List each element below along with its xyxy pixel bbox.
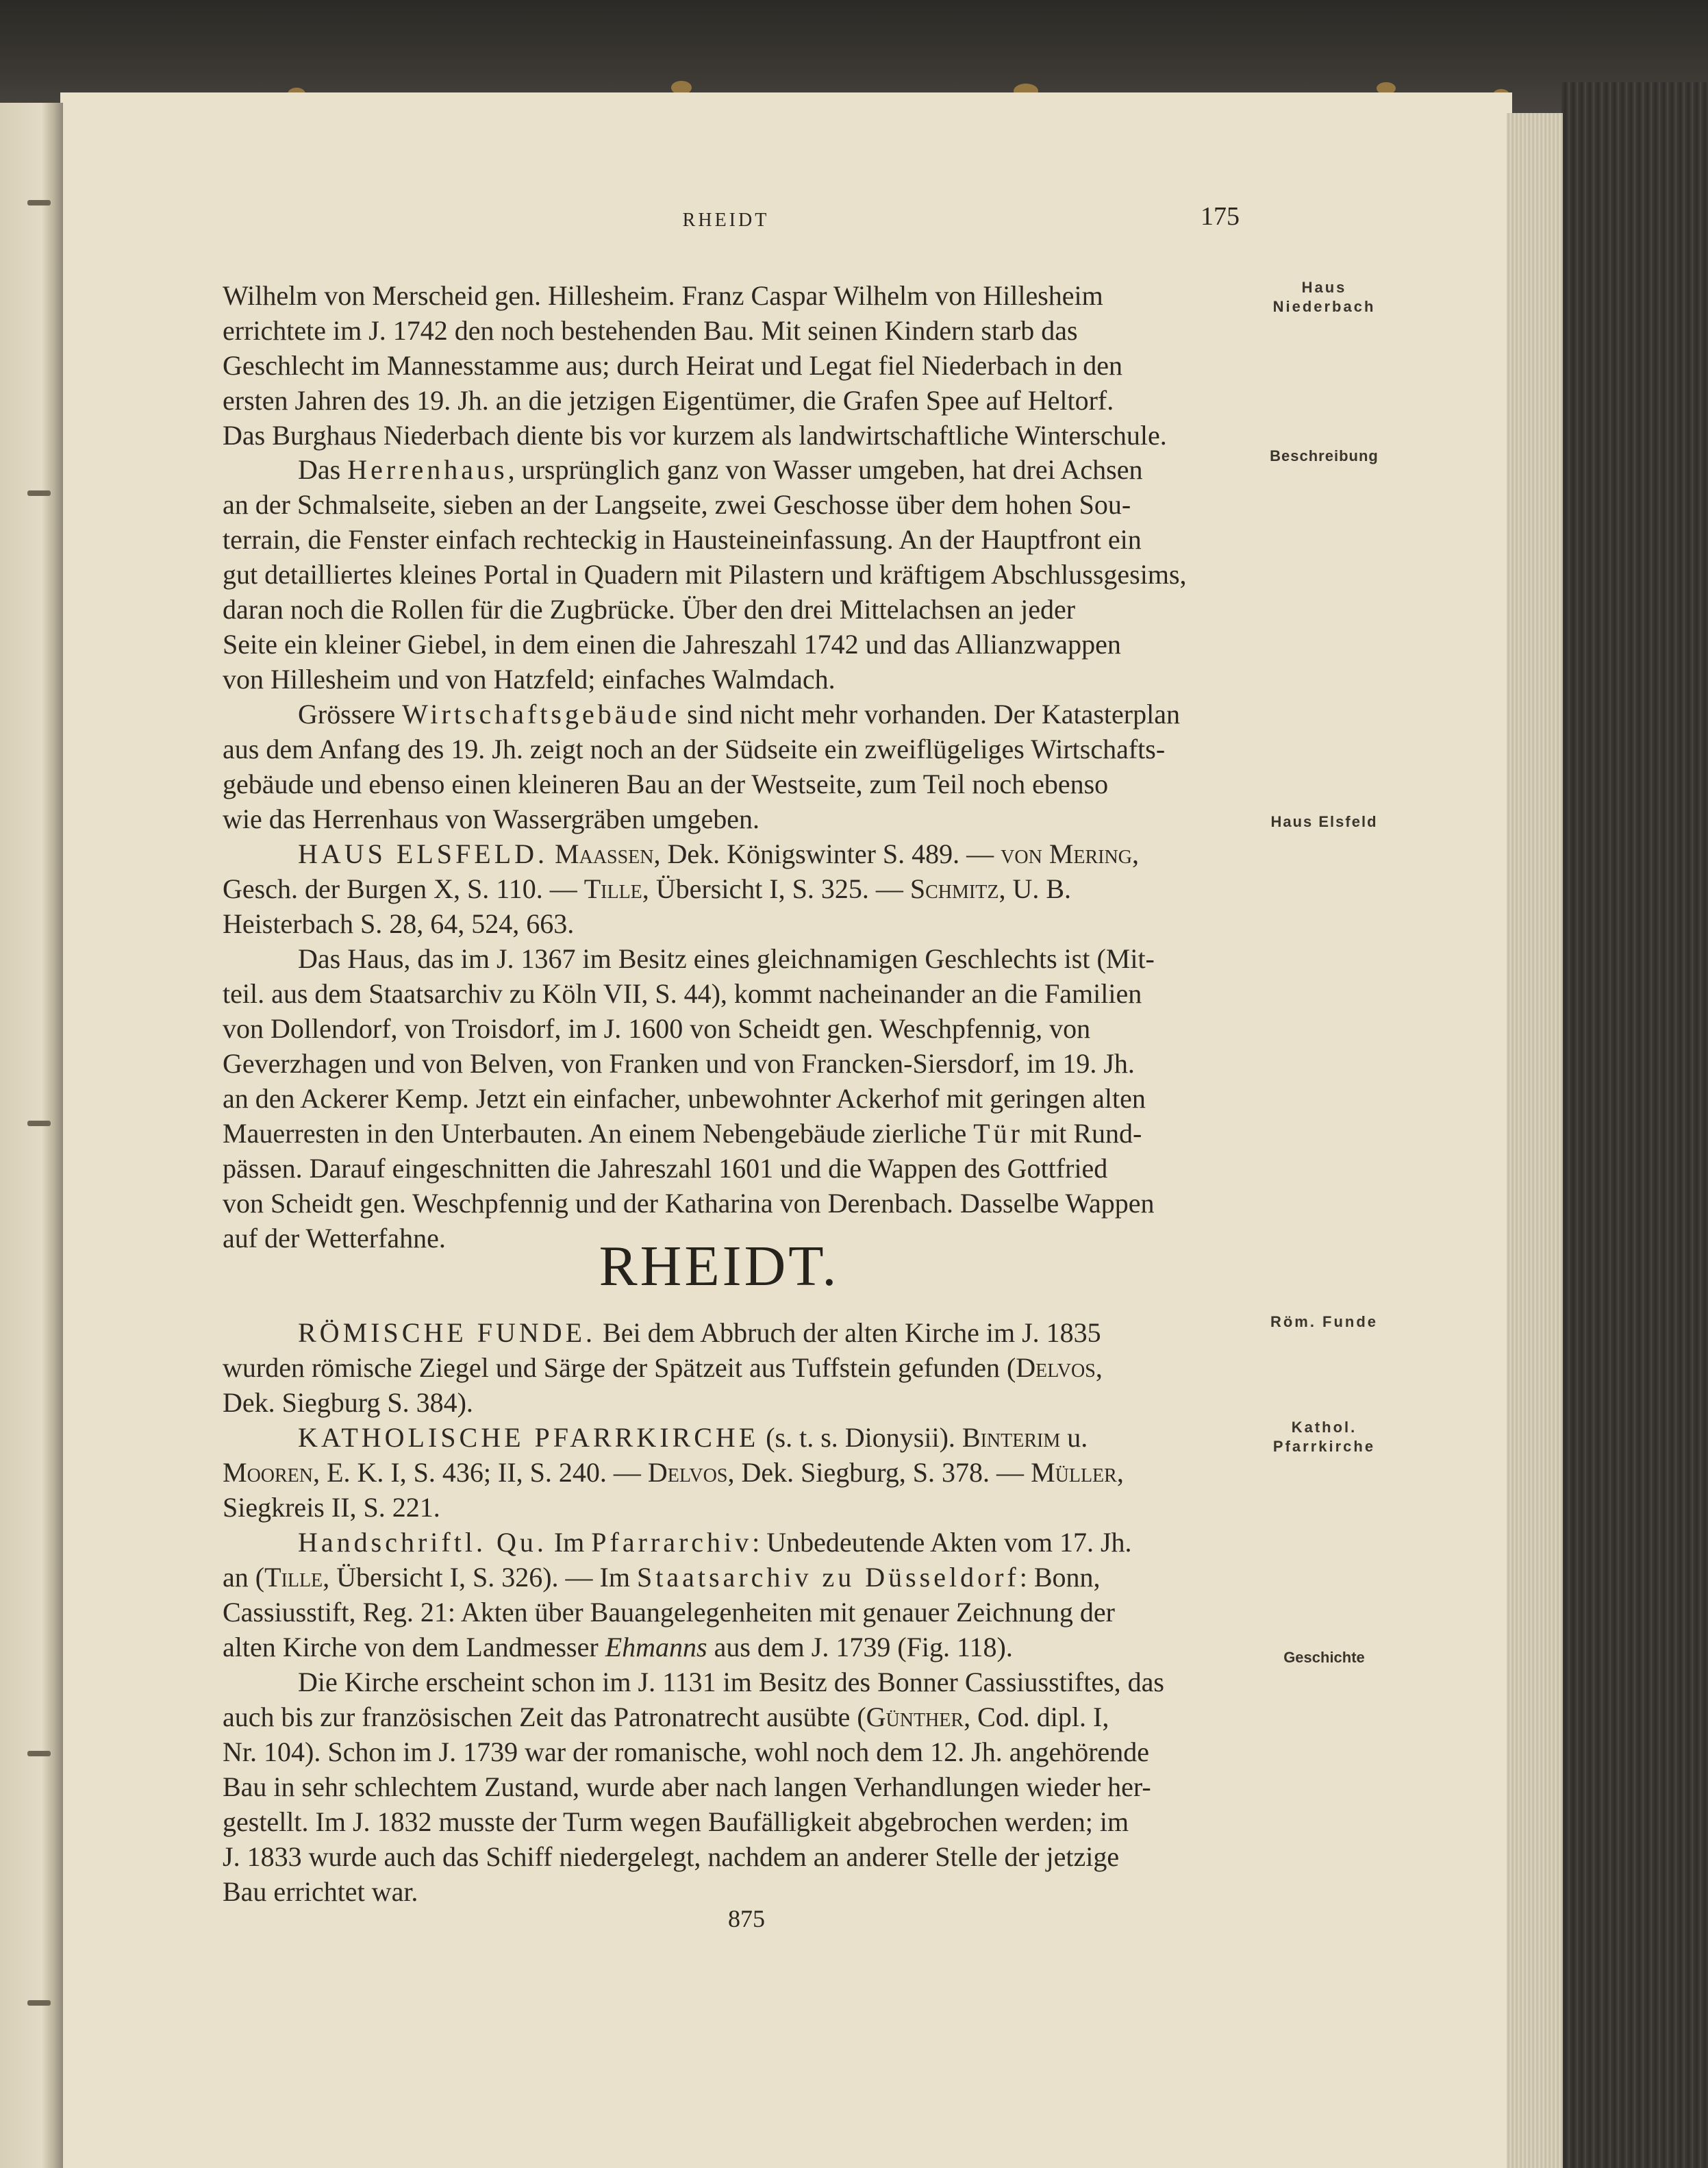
- paragraph-haus-elsfeld-history: Das Haus, das im J. 1367 im Besitz eines gleichnamigen Geschlechts ist (Mit- teil. aus dem Staatsarchiv zu Köln VII, S. 44), kommt nacheinander an die Familien von Dollendorf, von Troisdorf, im J. 1600 von Scheidt gen. Weschpfennig, von Geverzhagen und von Belven, von Franken und von Francken-Siersdorf, im 19. Jh. an den Ackerer Kemp. Jetzt ein einfacher, unbewohnter Ackerhof mit geringen alten Mauerresten in den Unterbauten. An einem Nebengebäude zierliche Tür mit Rund- pässen. Darauf eingeschnitten die Jahreszahl 1601 und die Wappen des Gottfried von Scheidt gen. Weschpfennig und der Katharina von Derenbach. Dasselbe Wappen auf der Wetterfahne.: [223, 943, 1155, 1254]
- section-title-rheidt: RHEIDT.: [599, 1234, 840, 1298]
- paragraph-herrenhaus: Das Herrenhaus, ursprünglich ganz von Wasser umgeben, hat drei Achsen an der Schmalseite, sieben an der Langseite, zwei Geschosse über dem hohen Sou- terrain, die Fenster einfach rechteckig in Hausteineinfassung. An der Hauptfront ein gut detailliertes kleines Portal in Quadern mit Pilastern und kräftigem Abschlussgesims, daran noch die Rollen für die Zugbrücke. Über den drei Mittelachsen an jeder Seite ein kleiner Giebel, in dem einen die Jahreszahl 1742 und das Allianzwappen von Hillesheim und von Hatzfeld; einfaches Walmdach.: [223, 454, 1187, 695]
- margin-note-beschreibung: Beschreibung: [1270, 447, 1379, 464]
- section-heading-haus-elsfeld: HAUS ELSFELD.: [298, 838, 549, 869]
- margin-note-roem-funde: Röm. Funde: [1270, 1313, 1379, 1330]
- paragraph-katholische-pfarrkirche-sources: KATHOLISCHE PFARRKIRCHE (s. t. s. Dionysii). Binterim u. Mooren, E. K. I, S. 436; II, S. 240. — Delvos, Dek. Siegburg, S. 378. — Müller, Siegkreis II, S. 221.: [223, 1422, 1124, 1523]
- running-head: RHEIDT: [682, 210, 770, 231]
- margin-note-haus-elsfeld: Haus Elsfeld: [1270, 813, 1378, 830]
- paragraph-haus-elsfeld-sources: HAUS ELSFELD. Maassen, Dek. Königswinter S. 489. — von Mering, Gesch. der Burgen X, S. 110. — Tille, Übersicht I, S. 325. — Schmitz, U. B. Heisterbach S. 28, 64, 524, 663.: [223, 838, 1139, 939]
- binding-stitch: [27, 2000, 51, 2006]
- section-heading-roemische-funde: RÖMISCHE FUNDE.: [298, 1317, 596, 1348]
- paragraph-kirche-geschichte: Die Kirche erscheint schon im J. 1131 im Besitz des Bonner Cassiusstiftes, das auch bis zur französischen Zeit das Patronatrecht ausübte (Günther, Cod. dipl. I, Nr. 104). Schon im J. 1739 war der romanische, wohl noch dem 12. Jh. angehörende Bau in sehr schlechtem Zustand, wurde aber nach langen Verhandlungen wieder her- gestellt. Im J. 1832 musste der Turm wegen Baufälligkeit abgebrochen werden; im J. 1833 wurde auch das Schiff niedergelegt, nachdem an anderer Stelle der jetzige Bau errichtet war.: [223, 1667, 1164, 1907]
- paragraph-wirtschaftsgebaeude: Grössere Wirtschaftsgebäude sind nicht mehr vorhanden. Der Katasterplan aus dem Anfang des 19. Jh. zeigt noch an der Südseite ein zweiflügeliges Wirtschafts- gebäude und ebenso einen kleineren Bau an der Westseite, zum Teil noch ebenso wie das Herrenhaus von Wassergräben umgeben.: [223, 699, 1180, 834]
- page-number: 175: [1201, 202, 1240, 231]
- book-cover-right: [1561, 82, 1708, 2168]
- paragraph-handschriftliche-quellen: Handschriftl. Qu. Im Pfarrarchiv: Unbedeutende Akten vom 17. Jh. an (Tille, Übersicht I, S. 326). — Im Staatsarchiv zu Düsseldorf: Bonn, Cassiusstift, Reg. 21: Akten über Bauangelegenheiten mit genauer Zeichnung der alten Kirche von dem Landmesser Ehmanns aus dem J. 1739 (Fig. 118).: [223, 1527, 1132, 1662]
- page-gutter: [41, 103, 63, 2168]
- margin-note-haus-niederbach: Haus Niederbach: [1272, 279, 1376, 315]
- margin-note-geschichte: Geschichte: [1283, 1649, 1365, 1666]
- signature-number: 875: [728, 1905, 765, 1932]
- paragraph-roemische-funde: RÖMISCHE FUNDE. Bei dem Abbruch der alten Kirche im J. 1835 wurden römische Ziegel und Särge der Spätzeit aus Tuffstein gefunden (Delvos, Dek. Siegburg S. 384).: [223, 1317, 1103, 1418]
- paragraph-niederbach-history: Wilhelm von Merscheid gen. Hillesheim. Franz Caspar Wilhelm von Hillesheim errichtete im J. 1742 den noch bestehenden Bau. Mit seinen Kindern starb das Geschlecht im Mannesstamme aus; durch Heirat und Legat fiel Niederbach in den ersten Jahren des 19. Jh. an die jetzigen Eigentümer, die Grafen Spee auf Heltorf. Das Burghaus Niederbach diente bis vor kurzem als landwirtschaftliche Winterschule.: [223, 280, 1167, 451]
- binding-stitch: [27, 490, 51, 496]
- section-heading-katholische-pfarrkirche: KATHOLISCHE PFARRKIRCHE: [298, 1422, 759, 1453]
- binding-stitch: [27, 1121, 51, 1126]
- margin-note-kathol-pfarrkirche: Kathol. Pfarrkirche: [1272, 1419, 1376, 1455]
- binding-stitch: [27, 1751, 51, 1756]
- binding-stitch: [27, 200, 51, 205]
- page-stack-edge: [1507, 113, 1563, 2168]
